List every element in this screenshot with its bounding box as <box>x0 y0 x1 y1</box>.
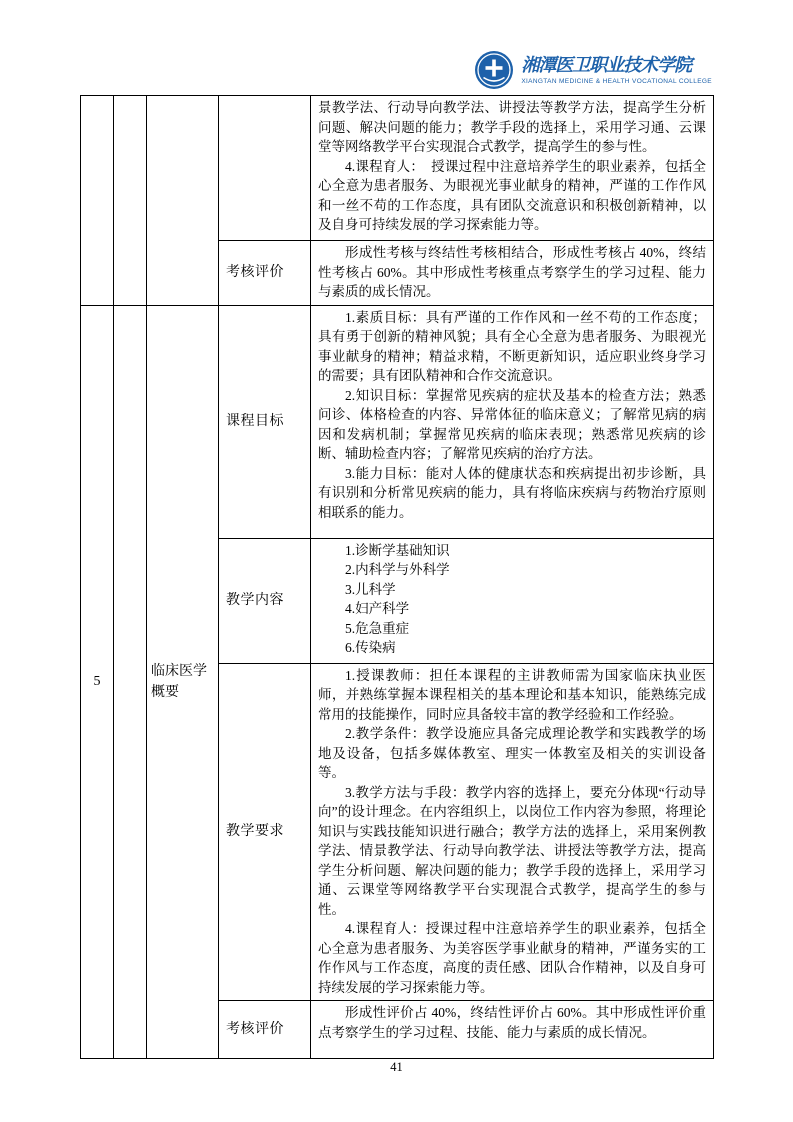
prev-assessment-content-cell <box>311 241 714 306</box>
prev-course-number-cell <box>81 96 114 306</box>
course-objectives-label: 课程目标 <box>219 305 311 538</box>
paragraph: 1.授课教师：担任本课程的主讲教师需为国家临床执业医师，并熟练掌握本课程相关的基本理论和基本知识，能熟练完成常用的技能操作，同时应具备较丰富的教学经验和工作经验。 <box>318 667 706 722</box>
paragraph: 1.素质目标：具有严谨的工作作风和一丝不苟的工作态度；具有勇于创新的精神风貌；具有全心全意为患者服务、为眼视光事业献身的精神；精益求精，不断更新知识，适应职业终身学习的需要；具有团队精神和合作交流意识。 <box>318 309 706 383</box>
college-header <box>474 50 712 90</box>
course-name: 临床医学概要 <box>147 305 219 1059</box>
college-name-zh: 湘潭医卫职业技术学院 <box>521 55 692 75</box>
list-item: 5.危急重症 <box>345 620 410 636</box>
list-item: 1.诊断学基础知识 <box>345 542 450 558</box>
assessment-content-cell <box>311 1001 714 1059</box>
list-item: 2.内科学与外科学 <box>345 562 450 577</box>
teaching-requirements-cell <box>311 663 714 1001</box>
college-name-en: XIANGTAN MEDICINE & HEALTH VOCATIONAL COLLEGE <box>521 78 712 85</box>
table-row-course-objectives <box>81 305 714 538</box>
assessment-label: 考核评价 <box>219 1001 311 1059</box>
list-item: 3.儿科学 <box>345 581 396 597</box>
teaching-requirements-continued-cell <box>311 96 714 241</box>
assessment-label: 考核评价 <box>219 241 311 306</box>
paragraph: 形成性评价占 40%，终结性评价占 60%。其中形成性评价重点考察学生的学习过程、技能、能力与素质的成长情况。 <box>318 1005 706 1040</box>
course-number: 5 <box>81 305 114 1059</box>
college-name-block <box>521 54 712 86</box>
table-row-continued <box>81 96 714 241</box>
paragraph: 3.能力目标：能对人体的健康状态和疾病提出初步诊断，具有识别和分析常见疾病的能力，具有将临床疾病与药物治疗原则相联系的能力。 <box>318 465 706 520</box>
course-sub-cell <box>114 305 147 1059</box>
teaching-content-cell <box>311 538 714 663</box>
prev-section-label-cell <box>219 96 311 241</box>
prev-course-sub-cell <box>114 96 147 306</box>
college-logo-icon <box>474 50 514 90</box>
list-item: 6.传染病 <box>345 640 396 655</box>
teaching-requirements-label: 教学要求 <box>219 663 311 1001</box>
paragraph: 4.课程育人： 授课过程中注意培养学生的职业素养，包括全心全意为患者服务、为眼视光事业献身的精神，严谨的工作作风和一丝不苟的工作态度，具有团队交流意识和积极创新精神，以及自身可持续发展的学习探索能力等。 <box>318 158 706 232</box>
paragraph: 3.教学方法与手段：教学内容的选择上，要充分体现“行动导向”的设计理念。在内容组织上，以岗位工作内容为参照，将理论知识与实践技能知识进行融合；教学方法的选择上，采用案例教学法、情景教学法、行动导向教学法、讲授法等教学方法，提高学生分析问题、解决问题的能力；教学手段的选择上，采用学习通、云课堂等网络教学平台实现混合式教学，提高学生的参与性。 <box>318 784 706 917</box>
paragraph: 2.知识目标：掌握常见疾病的症状及基本的检查方法；熟悉问诊、体格检查的内容、异常体征的临床意义；了解常见病的病因和发病机制；掌握常见疾病的临床表现；熟悉常见疾病的诊断、辅助检查内容；了解常见疾病的治疗方法。 <box>318 387 706 461</box>
list-item: 4.妇产科学 <box>345 601 410 616</box>
course-syllabus-table <box>80 95 714 1059</box>
paragraph: 4.课程育人：授课过程中注意培养学生的职业素养，包括全心全意为患者服务、为美容医学事业献身的精神，严谨务实的工作作风与工作态度，高度的责任感、团队合作精神，以及自身可持续发展的学习探索能力等。 <box>318 921 706 995</box>
course-objectives-cell <box>311 305 714 538</box>
teaching-content-label: 教学内容 <box>219 538 311 663</box>
prev-course-name-cell <box>147 96 219 306</box>
paragraph: 形成性考核与终结性考核相结合，形成性考核占 40%，终结性考核占 60%。其中形成性考核重点考察学生的学习过程、能力与素质的成长情况。 <box>318 245 706 299</box>
page-number: 41 <box>390 1060 403 1074</box>
paragraph: 景教学法、行动导向教学法、讲授法等教学方法，提高学生分析问题、解决问题的能力；教学手段的选择上，采用学习通、云课堂等网络教学平台实现混合式教学，提高学生的参与性。 <box>318 100 706 154</box>
paragraph: 2.教学条件：教学设施应具备完成理论教学和实践教学的场地及设备，包括多媒体教室、理实一体教室及相关的实训设备等。 <box>318 726 706 780</box>
